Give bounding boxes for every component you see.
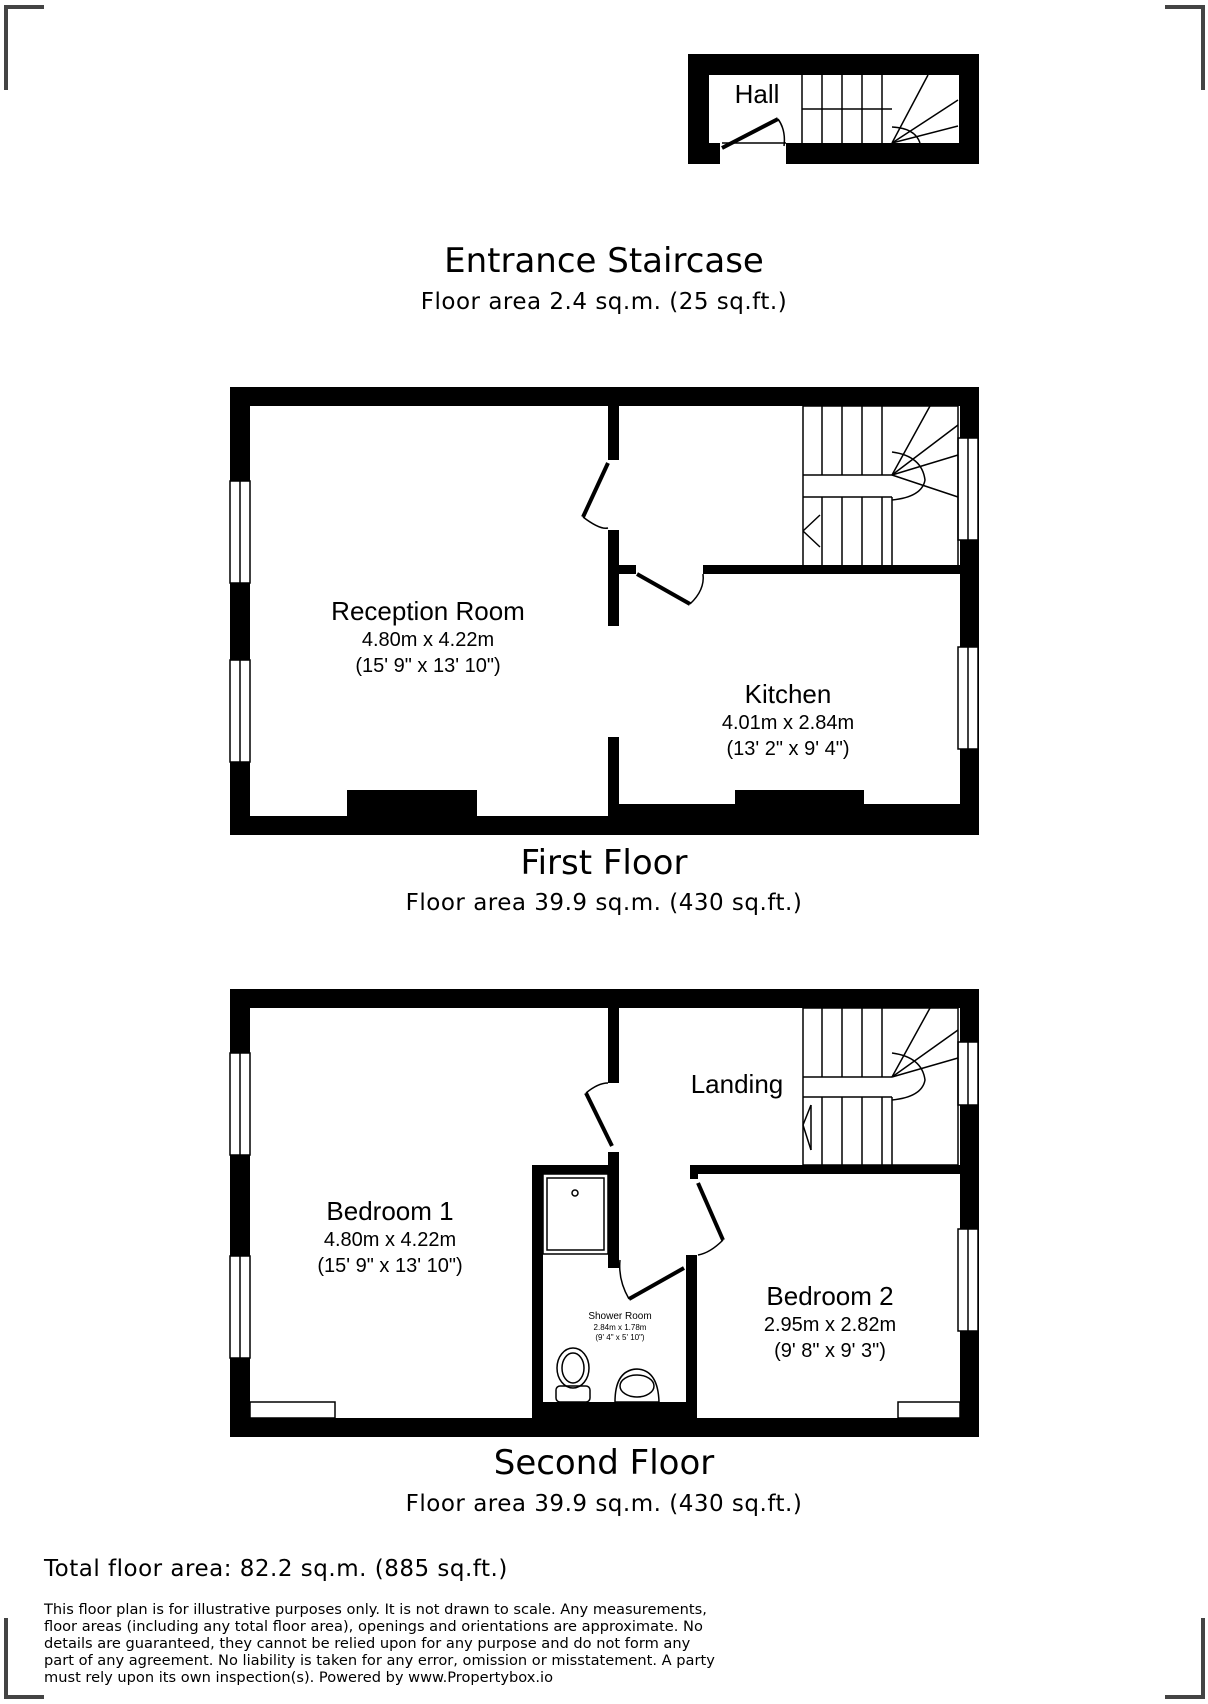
room-name: Reception Room bbox=[331, 596, 525, 626]
room-dimensions-metric: 4.01m x 2.84m bbox=[721, 712, 855, 734]
room-name: Bedroom 1 bbox=[326, 1196, 454, 1226]
room-dimensions-imperial: (13' 2" x 9' 4") bbox=[726, 738, 850, 760]
room-dimensions-imperial: (9' 8" x 9' 3") bbox=[774, 1340, 886, 1362]
floor-title-entrance-staircase: Entrance Staircase bbox=[444, 241, 764, 281]
room-bedroom-2 bbox=[730, 1281, 930, 1364]
disclaimer-text: This floor plan is for illustrative purposes only. It is not drawn to scale. Any measurements, floor areas (including any total floor area), openings and orientations are approximate. No details are guaranteed, they cannot be relied upon for any purpose and do not form any part of any agreement. No liability is taken for any error, omission or misstatement. A party must rely upon its own inspection(s). Powered by www.Propertybox.io bbox=[44, 1601, 715, 1686]
chimney-breast bbox=[347, 790, 477, 816]
crop-mark-bottom-left bbox=[6, 1618, 44, 1697]
window-icon bbox=[250, 1402, 335, 1418]
room-shower-room bbox=[570, 1311, 670, 1343]
floor-title-second-floor: Second Floor bbox=[493, 1443, 715, 1483]
room-dimensions-metric: 4.80m x 4.22m bbox=[323, 1229, 457, 1251]
room-label-landing: Landing bbox=[690, 1069, 784, 1099]
room-dimensions-imperial: (9' 4" x 5' 10") bbox=[595, 1333, 645, 1342]
room-dimensions-metric: 2.95m x 2.82m bbox=[763, 1314, 897, 1336]
floor-area-entrance-staircase: Floor area 2.4 sq.m. (25 sq.ft.) bbox=[420, 289, 788, 315]
window-icon bbox=[898, 1402, 960, 1418]
crop-mark-top-left bbox=[6, 7, 44, 90]
floor-title-first-floor: First Floor bbox=[520, 843, 688, 883]
room-name: Kitchen bbox=[744, 679, 832, 709]
crop-mark-bottom-right bbox=[1165, 1618, 1203, 1697]
room-reception-room bbox=[298, 596, 558, 679]
room-bedroom-1 bbox=[290, 1196, 490, 1279]
crop-mark-top-right bbox=[1165, 7, 1203, 90]
room-kitchen bbox=[683, 679, 893, 762]
room-dimensions-metric: 4.80m x 4.22m bbox=[361, 629, 495, 651]
room-label-hall: Hall bbox=[734, 79, 780, 109]
room-dimensions-imperial: (15' 9" x 13' 10") bbox=[355, 655, 501, 677]
room-dimensions-metric: 2.84m x 1.78m bbox=[593, 1323, 647, 1332]
total-floor-area: Total floor area: 82.2 sq.m. (885 sq.ft.) bbox=[44, 1556, 508, 1582]
room-name: Shower Room bbox=[588, 1311, 652, 1322]
room-dimensions-imperial: (15' 9" x 13' 10") bbox=[317, 1255, 463, 1277]
room-name: Bedroom 2 bbox=[766, 1281, 894, 1311]
floor-area-first-floor: Floor area 39.9 sq.m. (430 sq.ft.) bbox=[405, 890, 803, 916]
floor-area-second-floor: Floor area 39.9 sq.m. (430 sq.ft.) bbox=[405, 1491, 803, 1517]
